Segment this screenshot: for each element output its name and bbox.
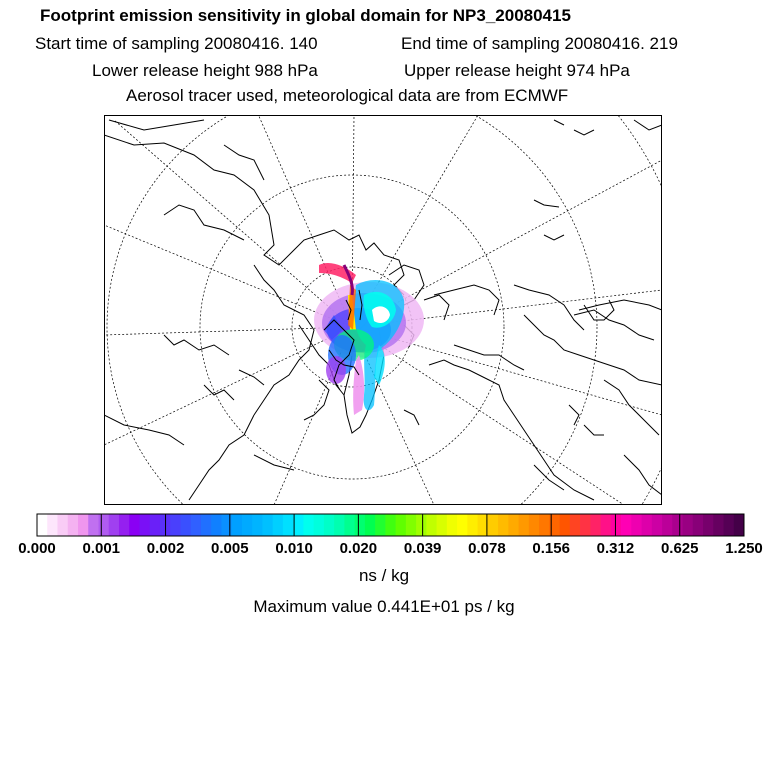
colorbar-cell xyxy=(98,514,109,536)
colorbar-label: 0.002 xyxy=(146,540,185,557)
colorbar-cell xyxy=(437,514,448,536)
colorbar-cell xyxy=(273,514,284,536)
colorbar-cell xyxy=(252,514,263,536)
polar-map xyxy=(104,115,662,505)
colorbar-cell xyxy=(37,514,48,536)
colorbar-cell xyxy=(355,514,366,536)
colorbar-cell xyxy=(529,514,540,536)
colorbar-cell xyxy=(560,514,571,536)
colorbar-cell xyxy=(611,514,622,536)
tracer-info: Aerosol tracer used, meteorological data are from ECMWF xyxy=(126,86,569,105)
end-time-label: End time of sampling 20080416. 219 xyxy=(401,34,678,53)
colorbar-cell xyxy=(88,514,99,536)
colorbar-cell xyxy=(365,514,376,536)
colorbar-cell xyxy=(396,514,407,536)
colorbar-cell xyxy=(406,514,417,536)
colorbar-label: 1.250 xyxy=(725,540,763,557)
colorbar-cell xyxy=(539,514,550,536)
colorbar-cell xyxy=(693,514,704,536)
colorbar-cell xyxy=(78,514,89,536)
colorbar-cell xyxy=(457,514,468,536)
colorbar-cell xyxy=(344,514,355,536)
colorbar-cell xyxy=(242,514,253,536)
colorbar-cell xyxy=(283,514,294,536)
colorbar-cell xyxy=(262,514,273,536)
colorbar-cell xyxy=(601,514,612,536)
plot-title: Footprint emission sensitivity in global domain for NP3_20080415 xyxy=(40,6,571,25)
colorbar-cell xyxy=(683,514,694,536)
colorbar-unit: ns / kg xyxy=(358,566,410,585)
colorbar-cell xyxy=(498,514,509,536)
colorbar-cell xyxy=(221,514,232,536)
colorbar-cell xyxy=(211,514,222,536)
colorbar-cell xyxy=(508,514,519,536)
colorbar-cell xyxy=(621,514,632,536)
colorbar-cell xyxy=(447,514,458,536)
colorbar-label: 0.625 xyxy=(660,540,699,557)
colorbar-cell xyxy=(314,514,325,536)
colorbar-cell xyxy=(519,514,530,536)
colorbar-cell xyxy=(570,514,581,536)
colorbar-cell xyxy=(293,514,304,536)
colorbar-label: 0.039 xyxy=(403,540,442,557)
colorbar-cells xyxy=(37,514,744,536)
colorbar-cell xyxy=(488,514,499,536)
colorbar-cell xyxy=(129,514,140,536)
colorbar-label: 0.020 xyxy=(339,540,378,557)
colorbar-label: 0.312 xyxy=(596,540,635,557)
colorbar-cell xyxy=(324,514,335,536)
lower-release-height: Lower release height 988 hPa xyxy=(92,61,318,80)
start-time-label: Start time of sampling 20080416. 140 xyxy=(35,34,318,53)
colorbar-labels xyxy=(18,540,763,557)
colorbar-cell xyxy=(180,514,191,536)
colorbar-cell xyxy=(191,514,202,536)
colorbar-cell xyxy=(467,514,478,536)
colorbar xyxy=(0,510,768,570)
colorbar-label: 0.156 xyxy=(532,540,570,557)
colorbar-label: 0.001 xyxy=(82,540,121,557)
colorbar-cell xyxy=(631,514,642,536)
colorbar-cell xyxy=(68,514,79,536)
colorbar-cell xyxy=(724,514,735,536)
colorbar-cell xyxy=(119,514,130,536)
colorbar-cell xyxy=(201,514,212,536)
colorbar-cell xyxy=(703,514,714,536)
colorbar-label: 0.078 xyxy=(468,540,506,557)
colorbar-cell xyxy=(139,514,150,536)
colorbar-label: 0.010 xyxy=(275,540,313,557)
colorbar-cell xyxy=(109,514,120,536)
colorbar-cell xyxy=(334,514,345,536)
colorbar-cell xyxy=(713,514,724,536)
colorbar-cell xyxy=(375,514,386,536)
colorbar-cell xyxy=(426,514,437,536)
colorbar-label: 0.000 xyxy=(18,540,56,557)
colorbar-cell xyxy=(385,514,396,536)
colorbar-cell xyxy=(416,514,427,536)
colorbar-cell xyxy=(47,514,58,536)
colorbar-cell xyxy=(590,514,601,536)
colorbar-cell xyxy=(232,514,243,536)
colorbar-cell xyxy=(150,514,161,536)
colorbar-cell xyxy=(662,514,673,536)
upper-release-height: Upper release height 974 hPa xyxy=(404,61,630,80)
colorbar-label: 0.005 xyxy=(211,540,249,557)
colorbar-cell xyxy=(57,514,68,536)
maximum-value: Maximum value 0.441E+01 ps / kg xyxy=(253,597,515,616)
colorbar-cell xyxy=(652,514,663,536)
colorbar-cell xyxy=(672,514,683,536)
colorbar-cell xyxy=(642,514,653,536)
colorbar-cell xyxy=(734,514,745,536)
colorbar-cell xyxy=(580,514,591,536)
colorbar-cell xyxy=(303,514,314,536)
colorbar-cell xyxy=(170,514,181,536)
